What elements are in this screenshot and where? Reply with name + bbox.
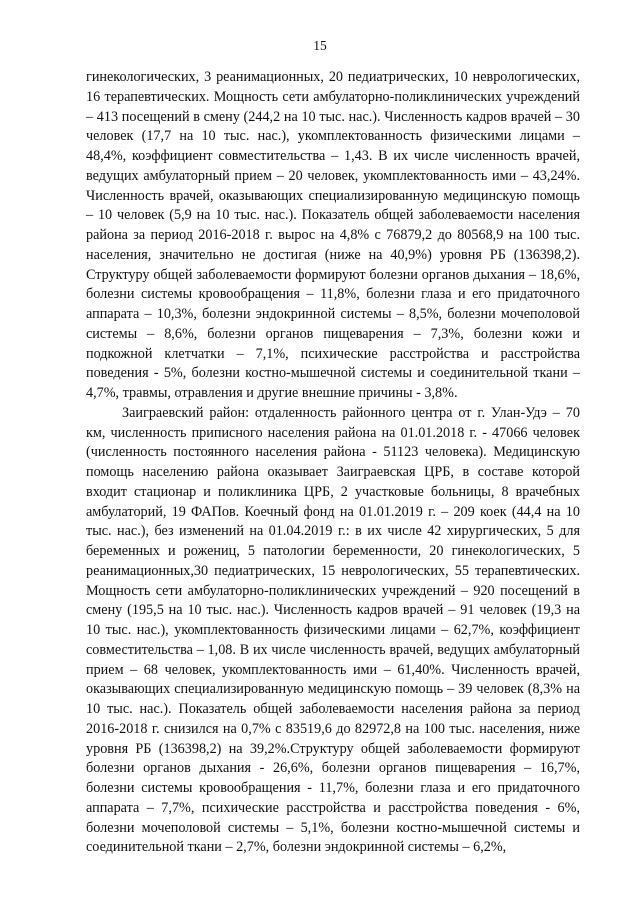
page-number: 15 (313, 38, 327, 53)
paragraph-continuation: гинекологических, 3 реанимационных, 20 педиатрических, 10 неврологических, 16 терапевтических. Мощность сети амбулаторно-поликлинических учреждений – 413 посещений в смену (244,2 на 10 тыс. нас.). Численность кадров врачей – 30 человек (17,7 на 10 тыс. нас.), укомплектованность физическими лицами – 48,4%, коэффициент совместительства – 1,43. В их числе численность врачей, ведущих амбулаторный прием – 20 человек, укомплектованность ими – 43,24%. Численность врачей, оказывающих специализированную медицинскую помощь – 10 человек (5,9 на 10 тыс. нас.). Показатель общей заболеваемости населения района за период 2016-2018 г. вырос на 4,8% с 76879,2 до 80568,9 на 100 тыс. населения, значительно не достигая (ниже на 40,9%) уровня РБ (136398,2). Структуру общей заболеваемости формируют болезни органов дыхания – 18,6%, болезни системы кровообращения – 11,8%, болезни глаза и его придаточного аппарата – 10,3%, болезни эндокринной системы – 8,5%, болезни мочеполовой системы – 8,6%, болезни органов пищеварения – 7,3%, болезни кожи и подкожной клетчатки – 7,1%, психические расстройства и расстройства поведения - 5%, болезни костно-мышечной системы и соединительной ткани – 4,7%, травмы, отравления и другие внешние причины - 3,8%. (86, 69, 580, 401)
paragraph-zaigraevsky-district: Заиграевский район: отдаленность районного центра от г. Улан-Удэ – 70 км, численность приписного населения района на 01.01.2018 г. - 47066 человек (численность постоянного населения района - 51123 человека). Медицинскую помощь населению района оказывает Заиграевская ЦРБ, в составе которой входит стационар и поликлиника ЦРБ, 2 участковые больницы, 8 врачебных амбулаторий, 19 ФАПов. Коечный фонд на 01.01.2019 г. – 209 коек (44,4 на 10 тыс. нас.), без изменений на 01.04.2019 г.: в их числе 42 хирургических, 5 для беременных и рожениц, 5 патологии беременности, 20 гинекологических, 5 реанимационных,30 педиатрических, 15 неврологических, 55 терапевтических. Мощность сети амбулаторно-поликлинических учреждений – 920 посещений в смену (195,5 на 10 тыс. нас.). Численность кадров врачей – 91 человек (19,3 на 10 тыс. нас.), укомплектованность физическими лицами – 62,7%, коэффициент совместительства – 1,08. В их числе численность врачей, ведущих амбулаторный прием – 68 человек, укомплектованность ими – 61,40%. Численность врачей, оказывающих специализированную медицинскую помощь – 39 человек (8,3% на 10 тыс. нас.). Показатель общей заболеваемости населения района за период 2016-2018 г. снизился на 0,7% с 83519,6 до 82972,8 на 100 тыс. населения, ниже уровня РБ (136398,2) на 39,2%.Структуру общей заболеваемости формируют болезни органов дыхания - 26,6%, болезни органов пищеварения – 16,7%, болезни системы кровообращения - 11,7%, болезни глаза и его придаточного аппарата – 7,7%, психические расстройства и расстройства поведения - 6%, болезни мочеполовой системы – 5,1%, болезни костно-мышечной системы и соединительной ткани – 2,7%, болезни эндокринной системы – 6,2%, (86, 404, 580, 856)
body-text (86, 68, 580, 858)
